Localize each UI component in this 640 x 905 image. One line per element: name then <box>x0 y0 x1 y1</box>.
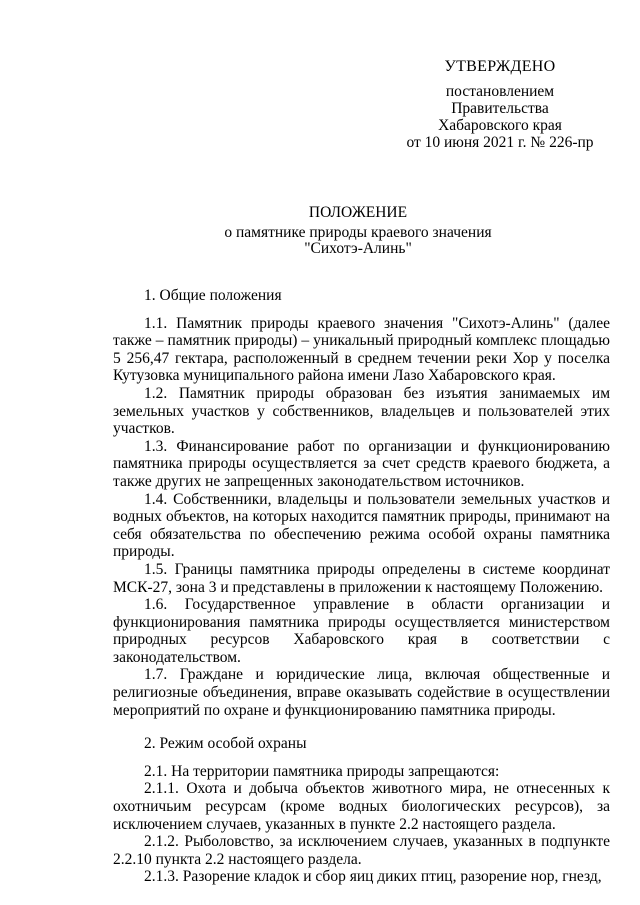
paragraph-1-5: 1.5. Границы памятника природы определены в системе координат МСК-27, зона 3 и представлены в приложении к настоящему Положению. <box>113 560 610 596</box>
approval-stamp <box>400 58 600 151</box>
approval-line-2: Правительства <box>451 100 549 117</box>
document-body <box>113 287 610 886</box>
section-1-heading: 1. Общие положения <box>144 287 282 304</box>
paragraph-2-1-1: 2.1.1. Охота и добыча объектов животного мира, не отнесенных к охотничьим ресурсам (кроме водных биологических ресурсов), за исключением случаев, указанных в пункте 2.2 настоящего раздела. <box>113 780 610 833</box>
paragraph-1-3: 1.3. Финансирование работ по организации и функционированию памятника природы осуществляется за счет средств краевого бюджета, а также других не запрещенных законодательством источников. <box>113 437 610 490</box>
paragraph-1-4: 1.4. Собственники, владельцы и пользователи земельных участков и водных объектов, на которых находится памятник природы, принимают на себя обязательства по обеспечению режима особой охраны памятника природы. <box>113 490 610 561</box>
paragraph-1-6: 1.6. Государственное управление в области организации и функционирования памятника природы осуществляется министерством природных ресурсов Хабаровского края в соответствии с законодательством. <box>113 596 610 666</box>
approval-line-3: Хабаровского края <box>438 117 562 134</box>
title-sub-1: о памятнике природы краевого значения <box>224 224 492 241</box>
paragraph-2-1-2: 2.1.2. Рыболовство, за исключением случаев, указанных в подпункте 2.2.10 пункта 2.2 настоящего раздела. <box>113 833 610 868</box>
paragraph-1-7: 1.7. Граждане и юридические лица, включая общественные и религиозные объединения, вправе оказывать содействие в осуществлении мероприятий по охране и функционированию памятника природы. <box>113 666 610 719</box>
title-main: ПОЛОЖЕНИЕ <box>308 204 408 221</box>
approval-line-1: постановлением <box>445 83 555 100</box>
approval-date: от 10 июня 2021 г. № 226-пр <box>406 134 594 151</box>
title-sub-2: "Сихотэ-Алинь" <box>304 240 412 257</box>
approved-label: УТВЕРЖДЕНО <box>444 58 556 75</box>
paragraph-1-1: 1.1. Памятник природы краевого значения "Сихотэ-Алинь" (далее также – памятник природы) – уникальный природный комплекс площадью 5 256,47 гектара, расположенный в среднем течении реки Хор у поселка Кутузовка муниципального района имени Лазо Хабаровского края. <box>113 314 610 385</box>
document-title <box>0 205 640 257</box>
paragraph-2-1-3: 2.1.3. Разорение кладок и сбор яиц диких птиц, разорение нор, гнезд, <box>144 868 602 886</box>
section-2-heading: 2. Режим особой охраны <box>144 735 307 753</box>
paragraph-2-1: 2.1. На территории памятника природы запрещаются: <box>144 762 500 780</box>
paragraph-1-2: 1.2. Памятник природы образован без изъятия занимаемых им земельных участков у собственников, владельцев и пользователей этих участков. <box>113 384 610 438</box>
